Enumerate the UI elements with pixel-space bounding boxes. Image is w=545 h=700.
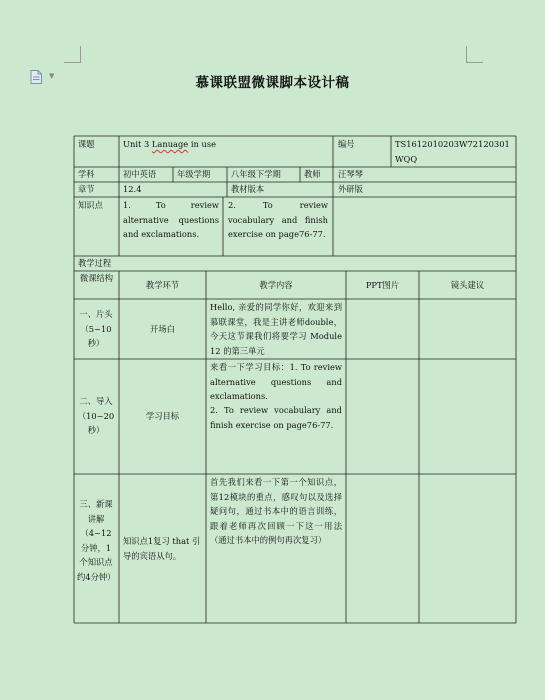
chapter-label: 章节 [78, 184, 95, 194]
course-value: Unit 3 Lanuage in use [123, 139, 216, 149]
teacher-value: 汪琴琴 [338, 169, 363, 179]
chevron-down-icon[interactable]: ▼ [49, 72, 55, 80]
subject-label: 学科 [78, 169, 95, 179]
row2-structure: 二、导入（10~20秒） [77, 396, 115, 435]
col-ppt-header: PPT图片 [365, 280, 400, 290]
code-label: 编号 [338, 139, 355, 149]
row3-content: 首先我们来看一下第一个知识点，第12模块的重点，感叹句以及选择疑问句，通过书本中的语言训练，跟着老师再次回顾一下这一用法（通过书本中的例句再次复习） [210, 477, 342, 545]
grade-label: 年级学期 [177, 169, 211, 179]
col-camera-header: 镜头建议 [450, 280, 485, 290]
textbook-value: 外研版 [338, 184, 363, 194]
row3-structure: 三、新课讲解（4~12分钟，1个知识点约4分钟） [77, 499, 116, 582]
textbook-label: 教材版本 [231, 184, 265, 194]
code-value: TS1612010203W72120301WQQ [395, 139, 510, 164]
subject-value: 初中英语 [123, 169, 157, 179]
row3-step: 知识点1复习 that 引导的宾语从句。 [123, 536, 201, 561]
row2-content-line2: 2. To review vocabulary and finish exercise on page76-77. [210, 405, 342, 430]
row1-step: 开场白 [150, 324, 175, 334]
knowledge-point-1: 1. To review alternative questions and exclamations. [123, 200, 219, 239]
document-title: 慕课联盟微课脚本设计稿 [195, 75, 350, 91]
grade-value: 八年级下学期 [231, 169, 281, 179]
course-label: 课题 [78, 139, 95, 149]
knowledge-point-label: 知识点 [78, 200, 103, 210]
col-step-header: 教学环节 [145, 280, 180, 290]
row1-content: Hello, 亲爱的同学你好，欢迎来到慕联课堂，我是主讲老师double，今天这节课我们将要学习 Module 12 的第三单元 [210, 302, 342, 356]
row2-step: 学习目标 [145, 411, 180, 421]
chapter-value: 12.4 [123, 184, 142, 194]
col-content-header: 教学内容 [259, 280, 293, 290]
row1-structure: 一、片头（5~10秒） [79, 309, 113, 348]
process-label: 教学过程 [78, 258, 112, 268]
teacher-label: 教师 [304, 169, 321, 179]
knowledge-point-2: 2. To review vocabulary and finish exercise on page76-77. [228, 200, 328, 239]
col-structure-header: 微课结构 [79, 273, 114, 283]
row2-content-line1: 来看一下学习目标：1. To review alternative questions and exclamations. [210, 362, 342, 401]
